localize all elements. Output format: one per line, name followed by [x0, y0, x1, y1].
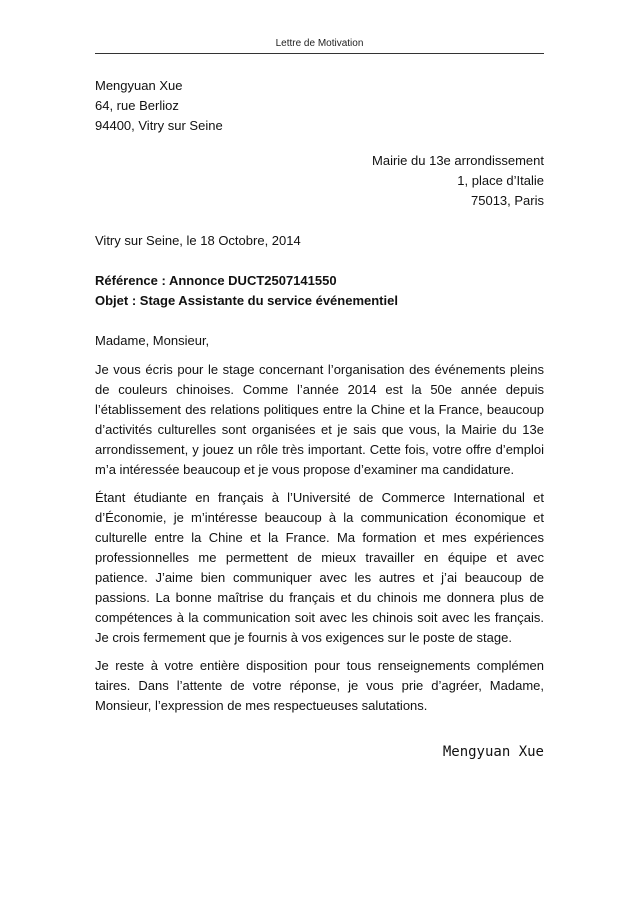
recipient-line-1: Mairie du 13e arrondissement — [372, 153, 544, 168]
reference-line: Référence : Annonce DUCT2507141550 — [95, 273, 337, 288]
recipient-line-3: 75013, Paris — [471, 193, 544, 208]
header-divider — [95, 53, 544, 54]
letter-body — [95, 76, 544, 762]
salutation: Madame, Monsieur, — [95, 333, 210, 348]
recipient-address — [95, 151, 544, 211]
paragraph-3: Je reste à votre entière disposition pour tous renseignements complémen taires. Dans l’attente de votre réponse, je vous prie d’agréer, Madame, Monsieur, l’expression de mes respectueuses salutations. — [95, 658, 544, 713]
signature: Mengyuan Xue — [442, 744, 544, 760]
page-header: Lettre de Motivation — [275, 38, 364, 49]
recipient-line-2: 1, place d’Italie — [457, 173, 544, 188]
paragraph-2: Étant étudiante en français à l’Université de Commerce International et d’Économie, je m’intéresse beaucoup à la communication économique et culturelle entre la Chine et la France. Ma formation et mes expériences professionnelles me permettent de mieux travailler en équipe et avec patience. J’aime bien communiquer avec les autres et j’ai beaucoup de passions. La bonne maîtrise du français et du chinois me donnera plus de compétences à la communication soit avec les chinois soit avec les français. Je crois fermement que je fournis à vos exigences sur le poste de stage. — [95, 490, 544, 645]
reference-block — [95, 271, 544, 311]
sender-city: 94400, Vitry sur Seine — [95, 118, 223, 133]
sender-name: Mengyuan Xue — [95, 78, 183, 93]
object-line: Objet : Stage Assistante du service événementiel — [95, 293, 398, 308]
letter-date: Vitry sur Seine, le 18 Octobre, 2014 — [95, 233, 301, 248]
sender-address — [95, 76, 544, 136]
sender-street: 64, rue Berlioz — [95, 98, 179, 113]
paragraph-1: Je vous écris pour le stage concernant l’organisation des événements pleins de couleurs chinoises. Comme l’année 2014 est la 50e année depuis l’établissement des relations politiques entre la Chine et la France, beaucoup d’activités culturelles sont organisées et je sais que vous, la Mairie du 13e arrondissement, y jouez un rôle très important. Cette fois, votre offre d’emploi m’a intéressée beaucoup et je vous propose d’examiner ma candidature. — [95, 362, 544, 477]
